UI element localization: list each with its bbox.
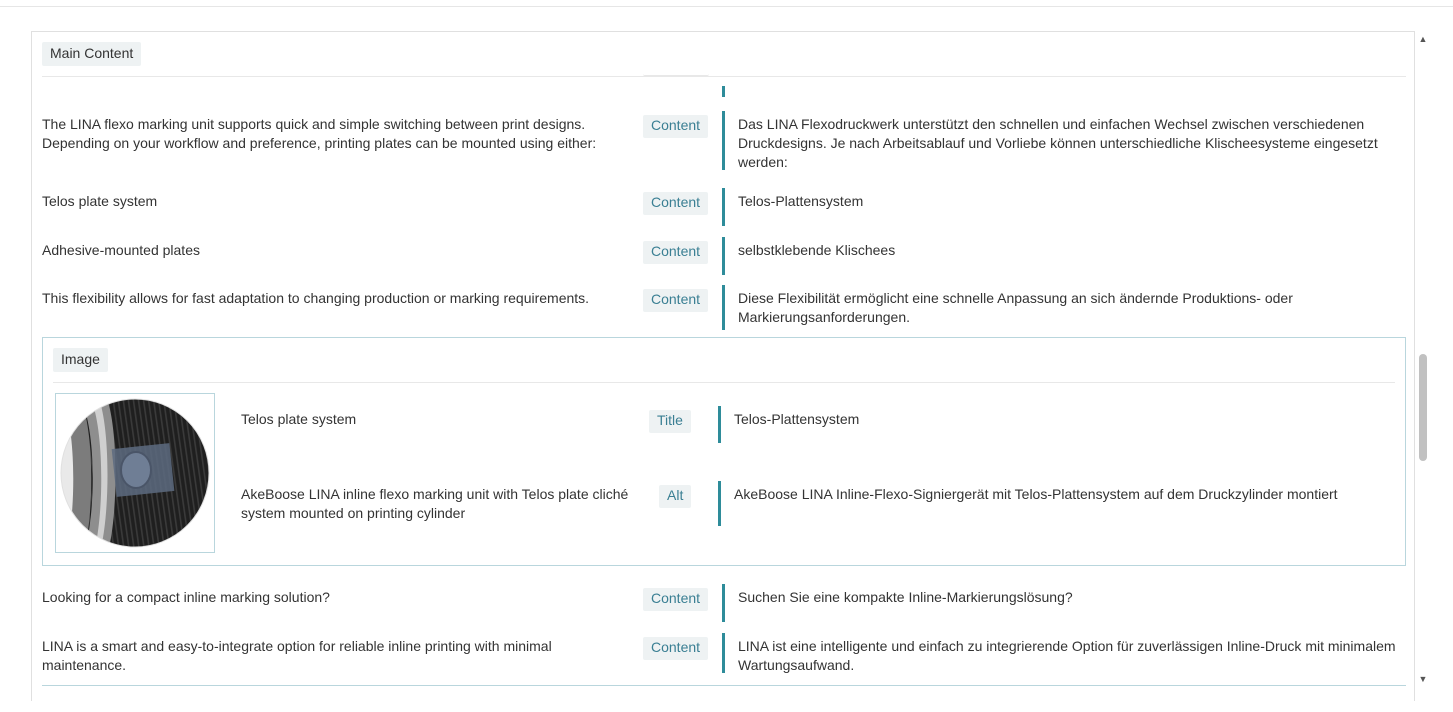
arrow-up-icon[interactable]: ▲: [1418, 34, 1428, 44]
target-text[interactable]: Suchen Sie eine kompakte Inline-Markierungslösung?: [738, 589, 1073, 605]
source-text[interactable]: Adhesive-mounted plates: [42, 242, 200, 258]
scrollbar-thumb[interactable]: [1419, 354, 1427, 461]
next-block-border: [42, 685, 1406, 686]
content-badge: Content: [643, 289, 708, 312]
image-block: [42, 337, 1406, 566]
image-title-target[interactable]: Telos-Plattensystem: [734, 411, 860, 427]
image-alt-target[interactable]: AkeBoose LINA Inline-Flexo-Signiergerät mit Telos-Plattensystem auf dem Druckzylinder montiert: [734, 486, 1338, 502]
segment-bar: [722, 633, 725, 673]
source-text[interactable]: Looking for a compact inline marking solution?: [42, 589, 330, 605]
segment-bar: [718, 406, 721, 443]
panel-title: Main Content: [42, 42, 141, 66]
telos-plate-cylinder-photo-icon: [56, 394, 214, 552]
content-badge: Content: [643, 588, 708, 611]
segment-bar: [722, 111, 725, 170]
image-title-source[interactable]: Telos plate system: [241, 411, 357, 427]
image-thumbnail[interactable]: [55, 393, 215, 553]
segment-bar: [718, 481, 721, 526]
clipped-bar: [722, 86, 725, 97]
image-block-title: Image: [53, 348, 108, 372]
alt-badge: Alt: [659, 485, 691, 508]
target-text[interactable]: Telos-Plattensystem: [738, 193, 864, 209]
segment-bar: [722, 237, 725, 275]
content-badge: Content: [643, 115, 708, 138]
source-text[interactable]: LINA is a smart and easy-to-integrate option for reliable inline printing with minimal maintenance.: [42, 638, 552, 673]
title-badge: Title: [649, 410, 691, 433]
target-text[interactable]: Diese Flexibilität ermöglicht eine schnelle Anpassung an sich ändernde Produktions- oder Markierungsanforderungen.: [738, 290, 1293, 325]
target-text[interactable]: Das LINA Flexodruckwerk unterstützt den schnellen und einfachen Wechsel zwischen verschiedenen Druckdesigns. Je nach Arbeitsablauf und Vorliebe können unterschiedliche Klischeesysteme eingesetzt werden:: [738, 116, 1378, 170]
source-text[interactable]: Telos plate system: [42, 193, 158, 209]
target-text[interactable]: selbstklebende Klischees: [738, 242, 896, 258]
target-text[interactable]: LINA ist eine intelligente und einfach zu integrierende Option für zuverlässigen Inline-Druck mit minimalem Wartungsaufwand.: [738, 638, 1396, 673]
panel-header: [42, 42, 141, 66]
segment-bar: [722, 584, 725, 622]
source-text[interactable]: This flexibility allows for fast adaptation to changing production or marking requirements.: [42, 290, 590, 306]
content-badge: Content: [643, 637, 708, 660]
clipped-badge: [643, 62, 709, 76]
image-block-divider: [53, 382, 1395, 383]
panel-divider: [42, 76, 1406, 77]
segment-bar: [722, 285, 725, 330]
top-divider: [0, 6, 1453, 7]
segment-bar: [722, 188, 725, 226]
content-badge: Content: [643, 192, 708, 215]
arrow-down-icon[interactable]: ▼: [1418, 674, 1428, 684]
content-badge: Content: [643, 241, 708, 264]
main-content-panel: [31, 31, 1415, 701]
image-alt-source[interactable]: AkeBoose LINA inline flexo marking unit with Telos plate cliché system mounted on printing cylinder: [241, 486, 629, 521]
source-text[interactable]: The LINA flexo marking unit supports quick and simple switching between print designs. Depending on your workflow and preference, printing plates can be mounted using either:: [42, 116, 597, 151]
